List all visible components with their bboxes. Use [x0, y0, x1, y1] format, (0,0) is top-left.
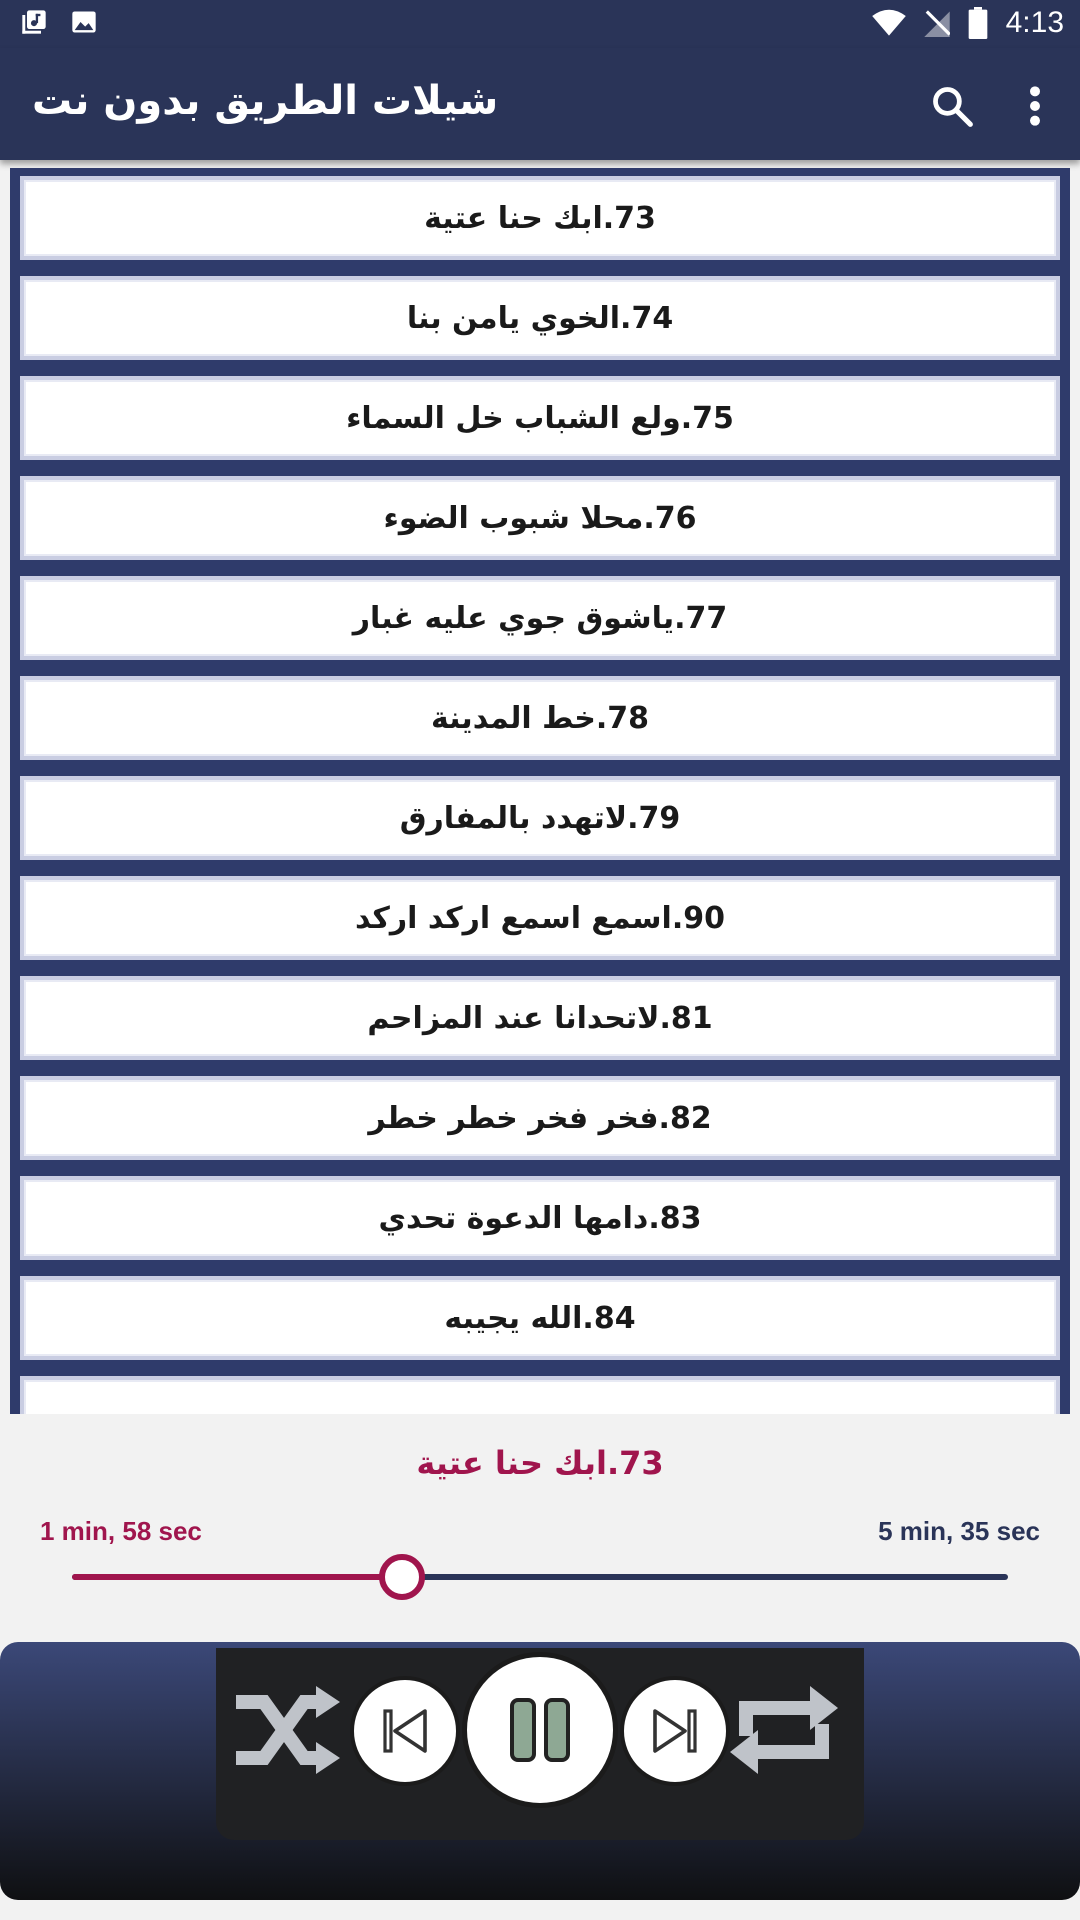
list-item[interactable]: [10, 268, 1070, 368]
list-item[interactable]: [10, 568, 1070, 668]
search-icon[interactable]: [930, 84, 974, 128]
list-item[interactable]: [10, 1168, 1070, 1268]
list-item[interactable]: [10, 1368, 1070, 1414]
song-title: 73.ابك حنا عتية: [424, 200, 656, 236]
more-options-icon[interactable]: [1020, 84, 1050, 128]
image-icon: [70, 8, 98, 36]
seek-bar-thumb[interactable]: [379, 1554, 425, 1600]
song-title: 79.لاتهدد بالمفارق: [399, 800, 681, 836]
now-playing-section: [0, 1414, 1080, 1644]
now-playing-title: 73.ابك حنا عتية: [416, 1444, 664, 1482]
song-card[interactable]: [20, 876, 1060, 960]
song-card[interactable]: [20, 1176, 1060, 1260]
repeat-icon[interactable]: [730, 1676, 838, 1784]
battery-icon: [968, 7, 988, 39]
list-item[interactable]: [10, 668, 1070, 768]
next-button[interactable]: [620, 1676, 730, 1786]
seek-bar[interactable]: [72, 1574, 1008, 1580]
app-bar: [0, 48, 1080, 160]
clock: 4:13: [1005, 6, 1064, 39]
list-item[interactable]: [10, 968, 1070, 1068]
song-title: 84.الله يجيبه: [444, 1300, 636, 1336]
page-title: شيلات الطريق بدون نت: [32, 78, 499, 124]
list-item[interactable]: [10, 368, 1070, 468]
song-card-partial[interactable]: [20, 1376, 1060, 1414]
song-title: 90.اسمع اسمع اركد اركد: [355, 900, 725, 936]
song-title: 75.ولع الشباب خل السماء: [346, 400, 734, 436]
song-list[interactable]: [10, 168, 1070, 1414]
song-card[interactable]: [20, 476, 1060, 560]
song-card[interactable]: [20, 376, 1060, 460]
wifi-icon: [872, 9, 906, 37]
shuffle-icon[interactable]: [236, 1686, 340, 1776]
song-title: 77.ياشوق جوي عليه غبار: [352, 600, 728, 636]
skip-previous-icon: [377, 1703, 433, 1759]
song-card[interactable]: [20, 276, 1060, 360]
music-library-icon: [20, 8, 48, 36]
song-title: 78.خط المدينة: [430, 700, 650, 736]
song-card[interactable]: [20, 676, 1060, 760]
song-title: 76.محلا شبوب الضوء: [383, 500, 697, 536]
song-card[interactable]: [20, 776, 1060, 860]
pause-icon: [504, 1694, 576, 1766]
song-card[interactable]: [20, 976, 1060, 1060]
song-title: 83.دامها الدعوة تحدي: [378, 1200, 702, 1236]
list-item[interactable]: [10, 868, 1070, 968]
song-title: 81.لاتحدانا عند المزاحم: [367, 1000, 713, 1036]
seek-bar-progress: [72, 1574, 402, 1580]
status-bar: [0, 0, 1080, 48]
song-card[interactable]: [20, 1076, 1060, 1160]
total-duration: 5 min, 35 sec: [878, 1516, 1040, 1546]
song-title: 74.الخوي يامن بنا: [406, 300, 674, 336]
song-card[interactable]: [20, 1276, 1060, 1360]
pause-button[interactable]: [462, 1652, 618, 1808]
no-signal-icon: [924, 9, 950, 37]
list-item[interactable]: [10, 1068, 1070, 1168]
skip-next-icon: [647, 1703, 703, 1759]
song-title: 82.فخر فخر خطر خطر: [368, 1100, 712, 1136]
list-item[interactable]: [10, 168, 1070, 268]
list-item[interactable]: [10, 468, 1070, 568]
elapsed-time: 1 min, 58 sec: [40, 1516, 202, 1546]
song-card[interactable]: [20, 176, 1060, 260]
song-card[interactable]: [20, 576, 1060, 660]
previous-button[interactable]: [350, 1676, 460, 1786]
list-item[interactable]: [10, 1268, 1070, 1368]
list-item[interactable]: [10, 768, 1070, 868]
